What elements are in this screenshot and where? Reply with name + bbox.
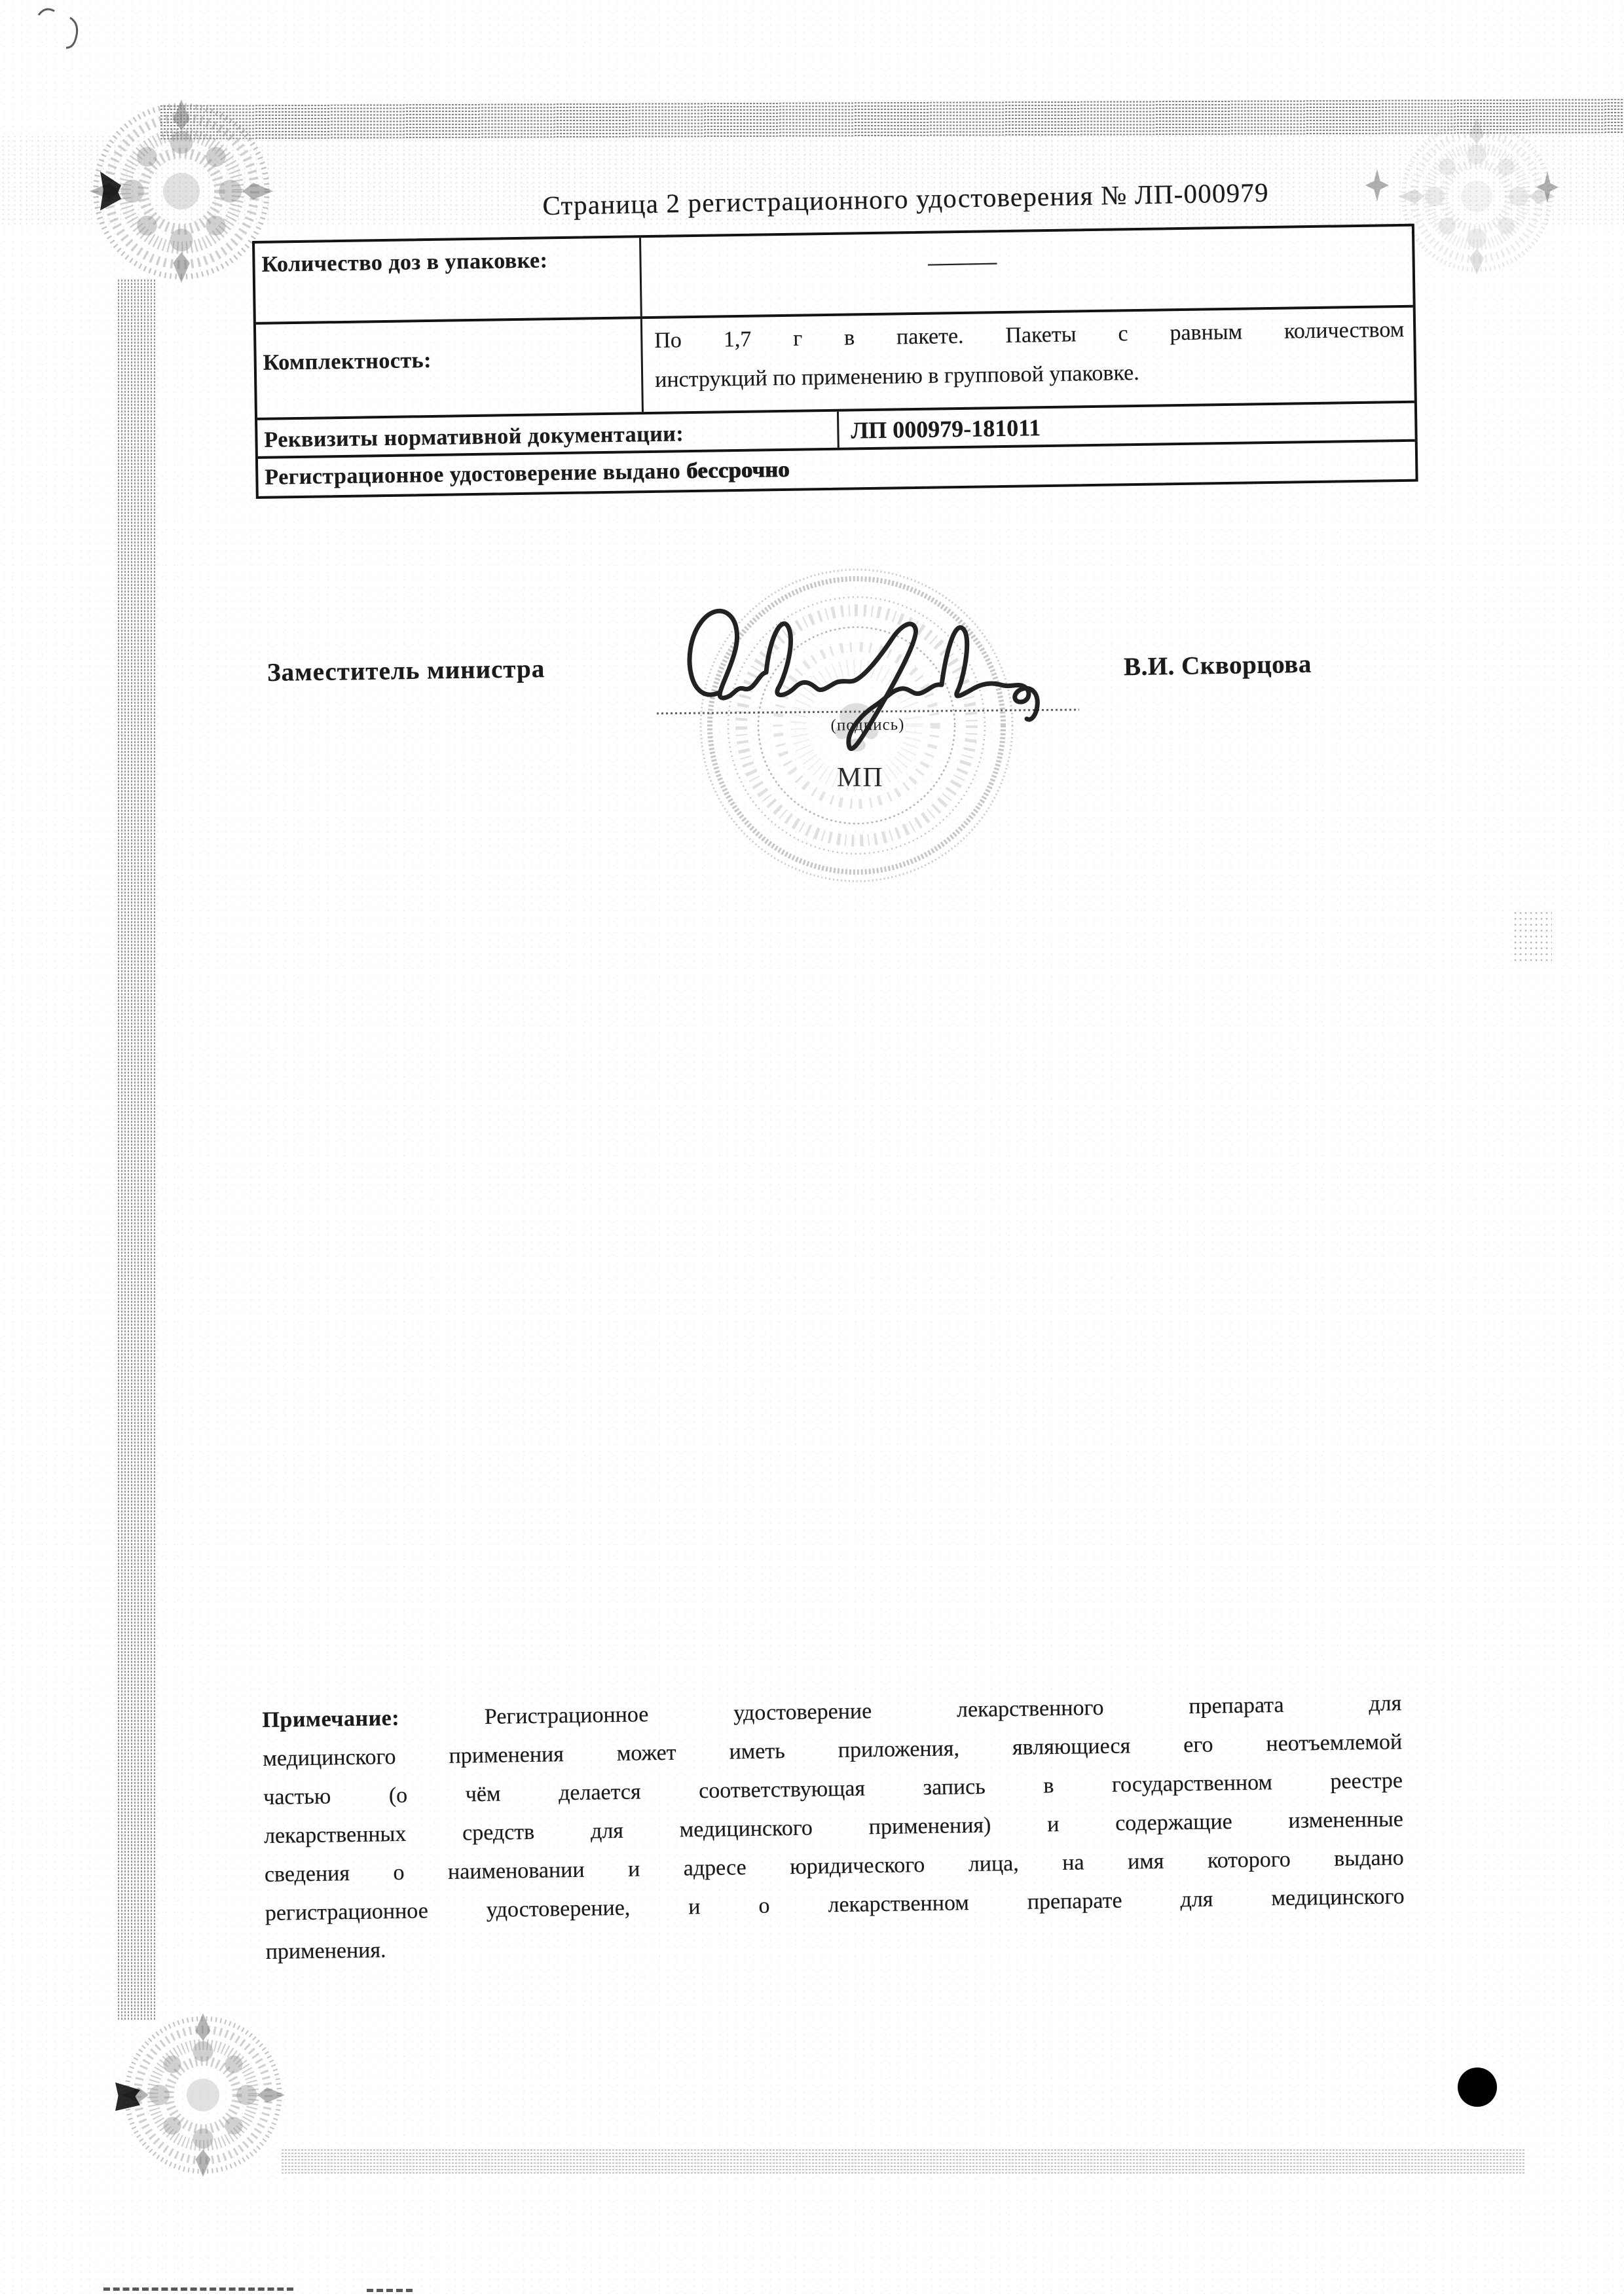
signatory-position: Заместитель министра bbox=[267, 655, 545, 687]
registration-table bbox=[252, 224, 1418, 499]
note-line: частью (о чём делается соответствующая запись в государственном реестре bbox=[263, 1768, 1403, 1810]
rosette-ornament-bottom-left bbox=[121, 2013, 285, 2177]
dose-count-value bbox=[639, 227, 1413, 316]
signature-caption: (подпись) bbox=[830, 716, 905, 735]
completeness-value-line2: инструкций по применению в групповой упаковке. bbox=[654, 360, 1139, 392]
corner-pen-mark bbox=[29, 3, 108, 62]
dose-count-label: Количество доз в упаковке: bbox=[261, 248, 548, 277]
normative-docs-label: Реквизиты нормативной документации: bbox=[264, 422, 684, 452]
bottom-dash-marks-small bbox=[367, 2289, 413, 2292]
guilloche-band-left bbox=[118, 278, 156, 2020]
page-title: Страница 2 регистрационного удостоверения № ЛП-000979 bbox=[542, 177, 1270, 221]
note-line: медицинского применения может иметь приложения, являющиеся его неотъемлемой bbox=[263, 1730, 1403, 1771]
note-line: регистрационное удостоверение, и о лекарственном препарате для медицинского bbox=[265, 1884, 1405, 1925]
guilloche-band-bottom bbox=[282, 2149, 1526, 2174]
normative-docs-value: ЛП 000979-181011 bbox=[837, 403, 1415, 448]
official-seal-and-signature bbox=[655, 554, 1100, 960]
note-paragraph bbox=[262, 1684, 1405, 1971]
note-line: применения. bbox=[265, 1938, 386, 1964]
faint-edge-ornament bbox=[1513, 910, 1552, 962]
completeness-value-line1: По 1,7 г в пакете. Пакеты с равным количеством bbox=[654, 317, 1405, 353]
rosette-ornament-top-right bbox=[1398, 118, 1555, 275]
signatory-name: В.И. Скворцова bbox=[1123, 649, 1312, 682]
note-line1-text: Регистрационное удостоверение лекарственного препарата для bbox=[484, 1691, 1402, 1729]
table-row-completeness bbox=[256, 305, 1414, 418]
bottom-dash-marks bbox=[103, 2287, 293, 2291]
note-line: лекарственных средств для медицинского применения) и содержащие измененные bbox=[263, 1807, 1404, 1848]
note-lead: Примечание: bbox=[262, 1705, 400, 1732]
note-line: сведения о наименовании и адресе юридического лица, на имя которого выдано bbox=[264, 1846, 1405, 1887]
empty-value-dash: — bbox=[927, 246, 997, 277]
validity-term: бессрочно bbox=[686, 457, 790, 484]
hole-punch-dot bbox=[1458, 2068, 1497, 2107]
completeness-label: Комплектность: bbox=[263, 348, 432, 375]
diamond-ornament-left bbox=[1365, 169, 1389, 202]
seal-place-mark: МП bbox=[837, 763, 884, 793]
validity-prefix: Регистрационное удостоверение выдано bbox=[265, 459, 681, 490]
completeness-value bbox=[640, 308, 1414, 412]
